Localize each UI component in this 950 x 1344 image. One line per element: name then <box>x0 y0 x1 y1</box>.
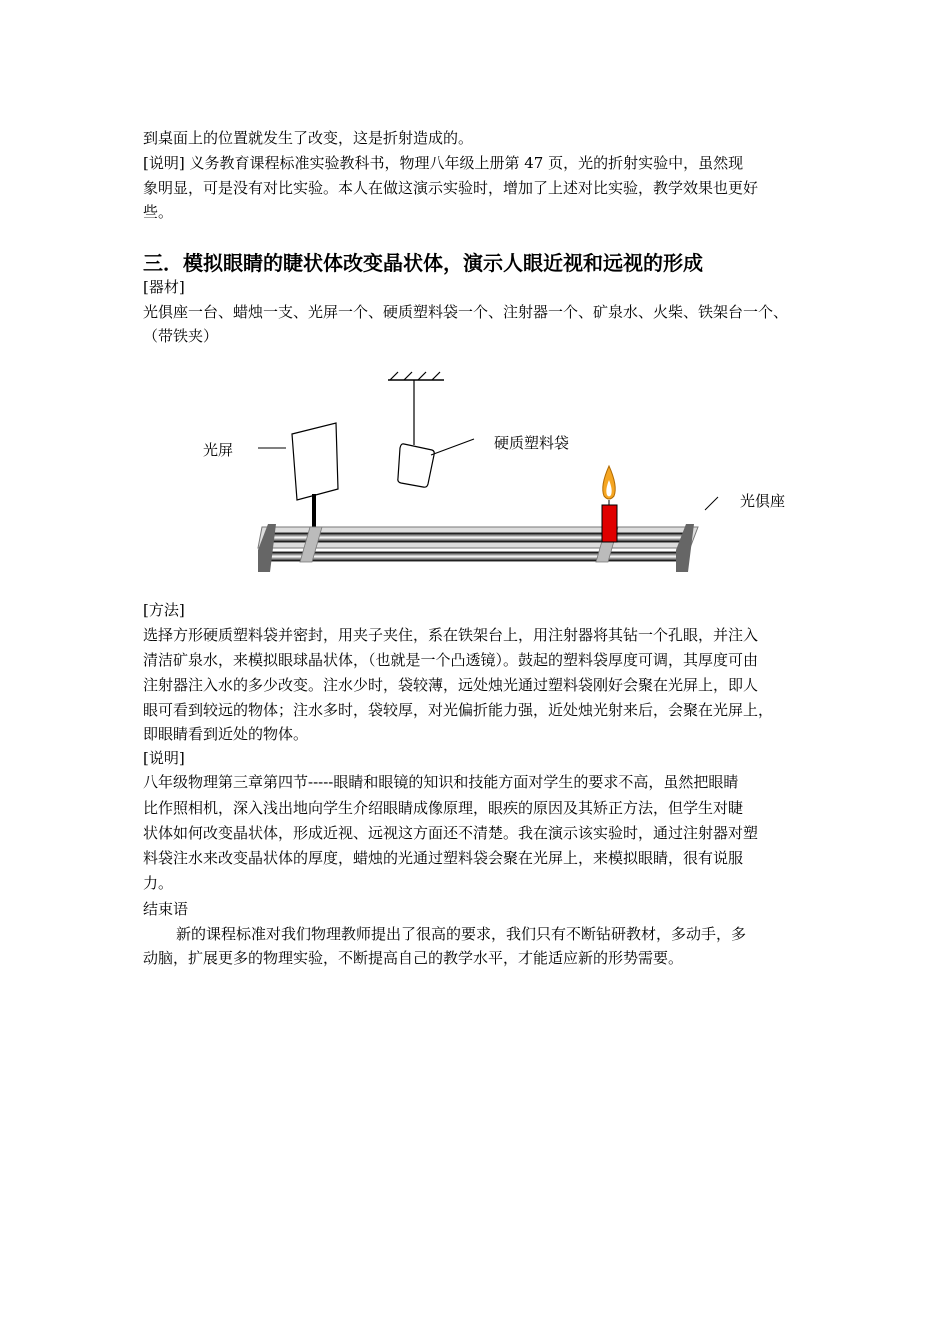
equipment-label: [器材] <box>143 278 185 296</box>
paragraph-line: 象明显，可是没有对比实验。本人在做这演示实验时，增加了上述对比实验，教学效果也更好 <box>143 179 759 197</box>
method-line: 眼可看到较远的物体；注水多时，袋较厚，对光偏折能力强，近处烛光射来后，会聚在光屏上， <box>143 701 774 719</box>
bench-label-leader <box>705 497 718 510</box>
method-line: 注射器注入水的多少改变。注水少时，袋较薄，远处烛光通过塑料袋刚好会聚在光屏上，即人 <box>143 676 759 694</box>
note-line: 状体如何改变晶状体，形成近视、远视这方面还不清楚。我在演示该实验时，通过注射器对塑 <box>143 824 759 842</box>
note-line: 料袋注水来改变晶状体的厚度，蜡烛的光通过塑料袋会聚在光屏上，来模拟眼睛，很有说服 <box>143 849 744 867</box>
paragraph-line: [说明] 义务教育课程标准实验教科书，物理八年级上册第 47 页，光的折射实验中，虽然现 <box>143 154 744 172</box>
method-line: 清洁矿泉水，来模拟眼球晶状体，（也就是一个凸透镜）。鼓起的塑料袋厚度可调，其厚度可由 <box>143 651 759 669</box>
equipment-line: （带铁夹） <box>143 327 219 345</box>
screen-label: 光屏 <box>203 441 234 459</box>
optical-bench <box>258 524 698 572</box>
method-label: [方法] <box>143 601 185 619</box>
equipment-line: 光俱座一台、蜡烛一支、光屏一个、硬质塑料袋一个、注射器一个、矿泉水、火柴、铁架台一个、 <box>143 303 789 321</box>
conclusion-line: 新的课程标准对我们物理教师提出了很高的要求，我们只有不断钻研教材，多动手，多 <box>176 925 747 943</box>
bench-label: 光俱座 <box>740 492 786 510</box>
note-line: 八年级物理第三章第四节-----眼睛和眼镜的知识和技能方面对学生的要求不高，虽然把眼睛 <box>143 773 739 791</box>
section-heading: 三．模拟眼睛的睫状体改变晶状体，演示人眼近视和远视的形成 <box>143 251 703 275</box>
paragraph-line: 到桌面上的位置就发生了改变，这是折射造成的。 <box>143 129 474 147</box>
plastic-bag <box>398 444 434 487</box>
ceiling-mount <box>388 372 444 380</box>
method-line: 选择方形硬质塑料袋并密封，用夹子夹住，系在铁架台上，用注射器将其钻一个孔眼，并注入 <box>143 626 759 644</box>
paragraph-line: 些。 <box>143 203 174 221</box>
candle <box>602 466 617 542</box>
bag-label-leader <box>431 439 474 455</box>
conclusion-label: 结束语 <box>143 900 189 918</box>
method-line: 即眼睛看到近处的物体。 <box>143 725 309 743</box>
note-line: 力。 <box>143 874 174 892</box>
conclusion-line: 动脑，扩展更多的物理实验，不断提高自己的教学水平，才能适应新的形势需要。 <box>143 949 684 967</box>
bag-label: 硬质塑料袋 <box>494 434 570 452</box>
note-line: 比作照相机，深入浅出地向学生介绍眼睛成像原理，眼疾的原因及其矫正方法，但学生对睫 <box>143 799 744 817</box>
light-screen <box>292 423 338 538</box>
note-label: [说明] <box>143 749 185 767</box>
experiment-diagram <box>0 360 950 590</box>
